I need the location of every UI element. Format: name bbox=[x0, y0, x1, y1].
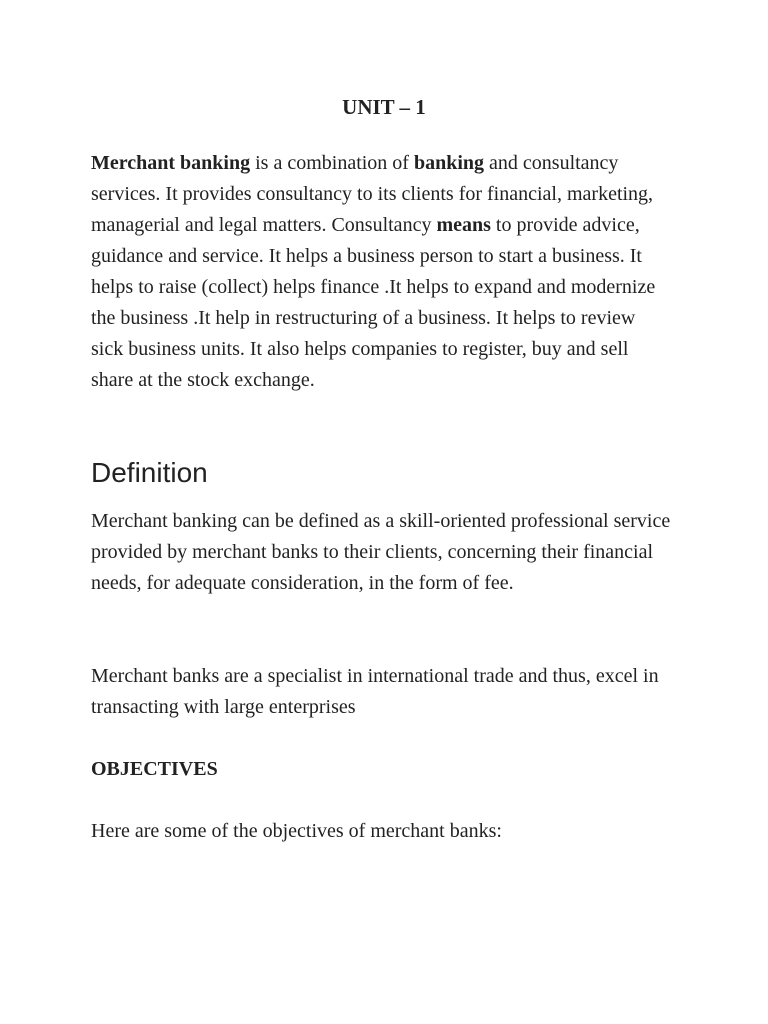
intro-text-2: and consultancy services. It provides consultancy to its clients for financial, marketing, managerial and legal matters. Consultancy bbox=[91, 152, 654, 236]
term-merchant-banking: Merchant banking bbox=[91, 152, 251, 174]
merchant-banks-paragraph: Merchant banks are a specialist in international trade and thus, excel in transacting with large enterprises bbox=[91, 665, 659, 718]
term-means: means bbox=[436, 214, 491, 236]
intro-text-3: to provide advice, guidance and service. It helps a business person to start a business. It helps to raise (collect) helps finance .It helps to expand and modernize the business .It help in restructuring of a business. It helps to review sick business units. It also helps companies to register, buy and sell share at the stock exchange. bbox=[91, 214, 656, 391]
intro-paragraph bbox=[91, 148, 671, 396]
objectives-intro-paragraph: Here are some of the objectives of merchant banks: bbox=[91, 820, 502, 842]
objectives-heading: OBJECTIVES bbox=[91, 758, 218, 780]
intro-text-1: is a combination of bbox=[250, 152, 414, 174]
unit-title: UNIT – 1 bbox=[342, 95, 426, 119]
definition-heading: Definition bbox=[91, 457, 208, 488]
definition-paragraph: Merchant banking can be defined as a skill-oriented professional service provided by merchant banks to their clients, concerning their financial needs, for adequate consideration, in the form of fee. bbox=[91, 510, 671, 594]
term-banking: banking bbox=[413, 152, 485, 174]
